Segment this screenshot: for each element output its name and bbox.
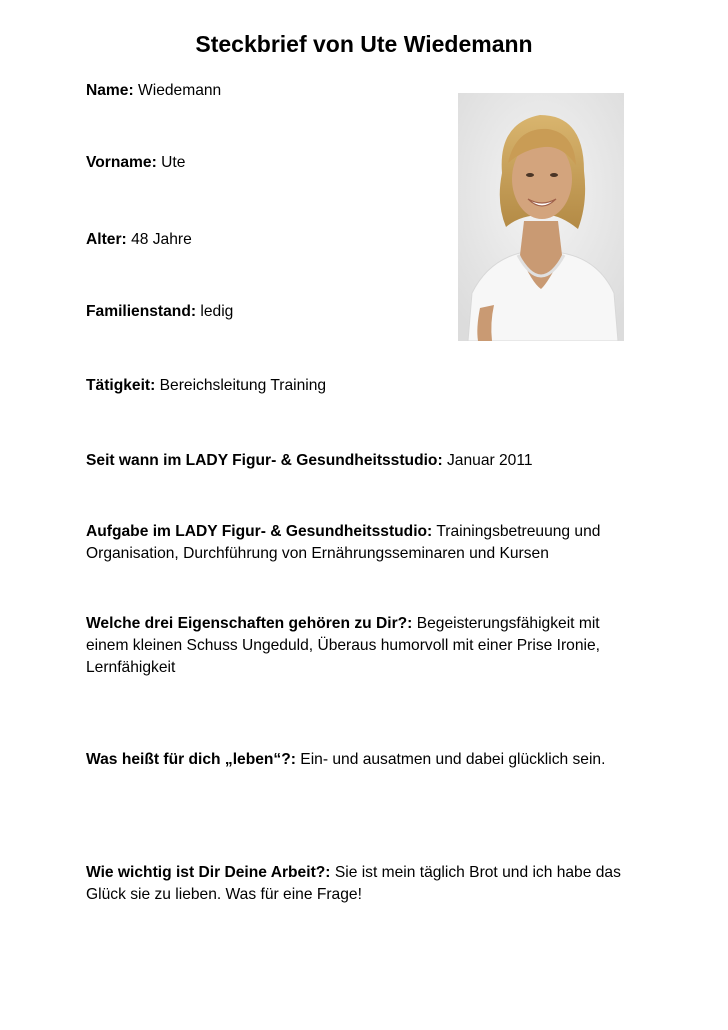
field-alter <box>86 229 446 251</box>
field-aufgabe <box>86 521 646 565</box>
field-alter-value: 48 Jahre <box>131 231 192 248</box>
field-arbeit-label: Wie wichtig ist Dir Deine Arbeit?: <box>86 864 331 881</box>
field-seit-wann-value: Januar 2011 <box>447 452 533 469</box>
field-aufgabe-label: Aufgabe im LADY Figur- & Gesundheitsstudio: <box>86 523 433 540</box>
field-arbeit-value: Sie ist mein täglich Brot und ich habe das Glück sie zu lieben. Was für eine Frage! <box>86 864 621 903</box>
field-name <box>86 80 446 102</box>
field-seit-wann <box>86 450 646 472</box>
field-name-value: Wiedemann <box>138 82 222 99</box>
field-eigenschaften-label: Welche drei Eigenschaften gehören zu Dir?: <box>86 615 413 632</box>
field-aufgabe-value: Trainingsbetreuung und Organisation, Durchführung von Ernährungsseminaren und Kursen <box>86 523 601 562</box>
field-alter-label: Alter: <box>86 231 127 248</box>
field-familienstand-label: Familienstand: <box>86 303 197 320</box>
field-leben-value: Ein- und ausatmen und dabei glücklich sein. <box>300 751 606 768</box>
field-leben <box>86 749 646 771</box>
field-taetigkeit-label: Tätigkeit: <box>86 377 156 394</box>
portrait-photo <box>458 93 624 341</box>
field-arbeit <box>86 862 646 906</box>
field-taetigkeit <box>86 375 646 397</box>
field-familienstand-value: ledig <box>200 303 234 320</box>
field-name-label: Name: <box>86 82 134 99</box>
field-eigenschaften-value: Begeisterungsfähigkeit mit einem kleinen Schuss Ungeduld, Überaus humorvoll mit einer Prise Ironie, Lernfähigkeit <box>86 615 600 676</box>
field-taetigkeit-value: Bereichsleitung Training <box>159 377 327 394</box>
field-eigenschaften <box>86 613 646 679</box>
field-vorname-value: Ute <box>161 154 186 171</box>
field-vorname <box>86 152 446 174</box>
page-title: Steckbrief von Ute Wiedemann <box>195 31 533 57</box>
field-vorname-label: Vorname: <box>86 154 157 171</box>
field-leben-label: Was heißt für dich „leben“?: <box>86 751 296 768</box>
field-seit-wann-label: Seit wann im LADY Figur- & Gesundheitsstudio: <box>86 452 443 469</box>
field-familienstand <box>86 301 446 323</box>
